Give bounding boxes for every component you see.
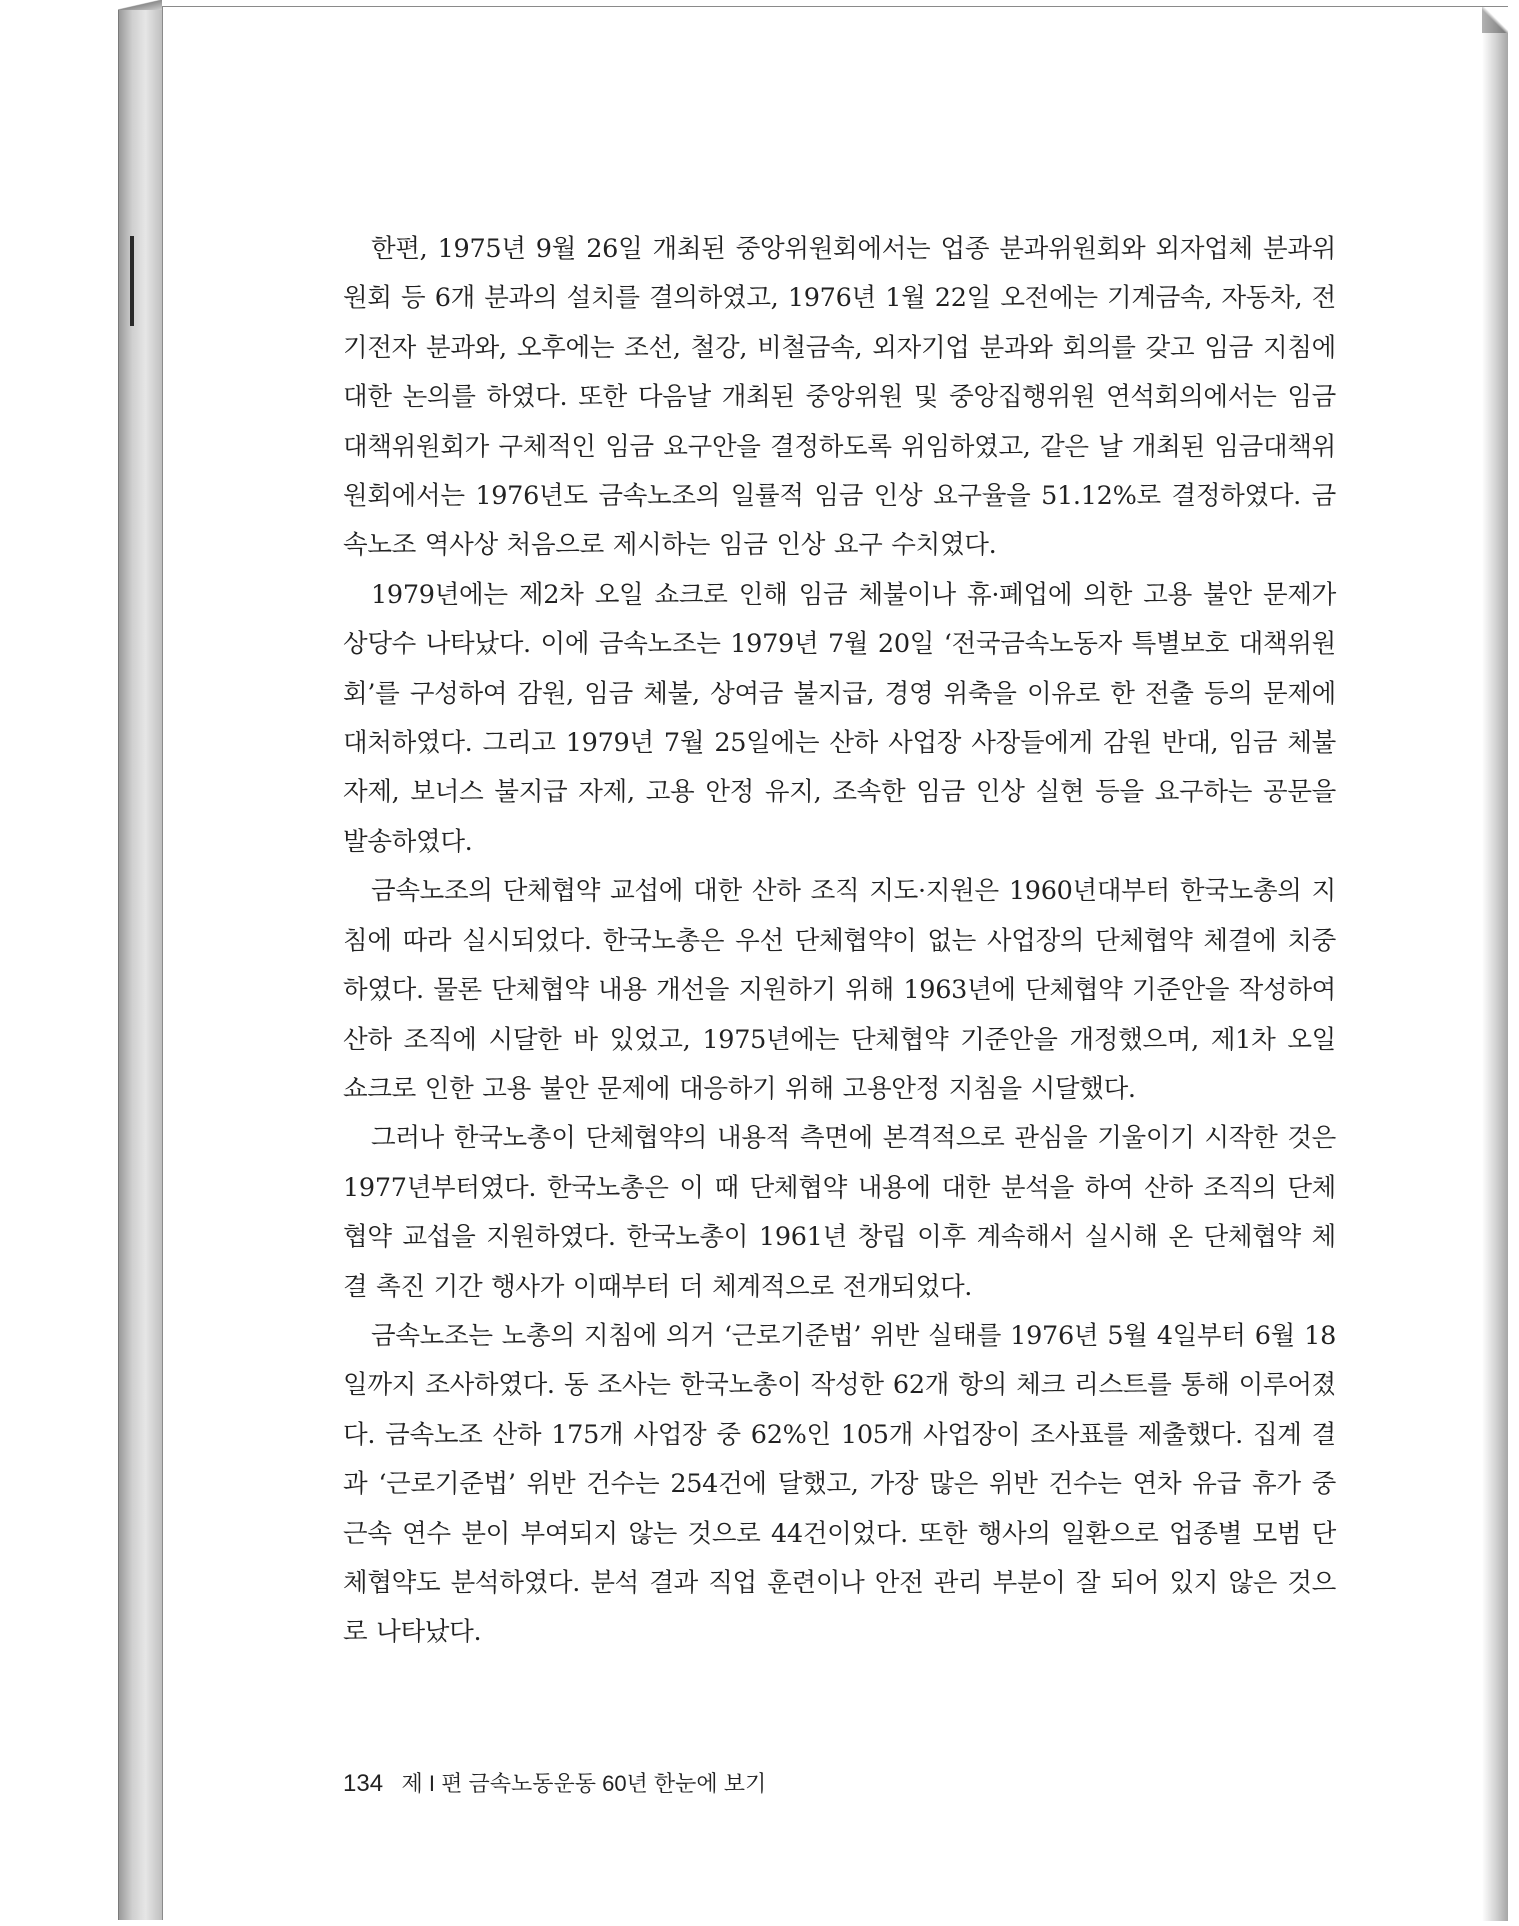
page-footer bbox=[343, 1767, 766, 1798]
book-spine-edge bbox=[118, 6, 163, 1920]
page-number: 134 bbox=[343, 1770, 384, 1797]
book-page bbox=[162, 6, 1508, 1920]
paragraph: 그러나 한국노총이 단체협약의 내용적 측면에 본격적으로 관심을 기울이기 시작한 것은 1977년부터였다. 한국노총은 이 때 단체협약 내용에 대한 분석을 하여 산하 조직의 단체협약 교섭을 지원하였다. 한국노총이 1961년 창립 이후 계속해서 실시해 온 단체협약 체결 촉진 기간 행사가 이때부터 더 체계적으로 전개되었다. bbox=[343, 1123, 1336, 1302]
paragraph: 금속노조는 노총의 지침에 의거 ‘근로기준법’ 위반 실태를 1976년 5월 4일부터 6월 18일까지 조사하였다. 동 조사는 한국노총이 작성한 62개 항의 체크 리스트를 통해 이루어졌다. 금속노조 산하 175개 사업장 중 62%인 105개 사업장이 조사표를 제출했다. 집계 결과 ‘근로기준법’ 위반 건수는 254건에 달했고, 가장 많은 위반 건수는 연차 유급 휴가 중 근속 연수 분이 부여되지 않는 것으로 44건이었다. 또한 행사의 일환으로 업종별 모범 단체협약도 분석하였다. 분석 결과 직업 훈련이나 안전 관리 부분이 잘 되어 있지 않은 것으로 나타났다. bbox=[343, 1320, 1336, 1648]
book-spine-top bbox=[118, 0, 162, 10]
page-fold-shadow bbox=[1482, 7, 1508, 1921]
paragraph: 1979년에는 제2차 오일 쇼크로 인해 임금 체불이나 휴·폐업에 의한 고용 불안 문제가 상당수 나타났다. 이에 금속노조는 1979년 7월 20일 ‘전국금속노동자 특별보호 대책위원회’를 구성하여 감원, 임금 체불, 상여금 불지급, 경영 위축을 이유로 한 전출 등의 문제에 대처하였다. 그리고 1979년 7월 25일에는 산하 사업장 사장들에게 감원 반대, 임금 체불 자제, 보너스 불지급 자제, 고용 안정 유지, 조속한 임금 인상 실현 등을 요구하는 공문을 발송하였다. bbox=[343, 579, 1336, 857]
paragraph: 한편, 1975년 9월 26일 개최된 중앙위원회에서는 업종 분과위원회와 외자업체 분과위원회 등 6개 분과의 설치를 결의하였고, 1976년 1월 22일 오전에는 기계금속, 자동차, 전기전자 분과와, 오후에는 조선, 철강, 비철금속, 외자기업 분과와 회의를 갖고 임금 지침에 대한 논의를 하였다. 또한 다음날 개최된 중앙위원 및 중앙집행위원 연석회의에서는 임금대책위원회가 구체적인 임금 요구안을 결정하도록 위임하였고, 같은 날 개최된 임금대책위원회에서는 1976년도 금속노조의 일률적 임금 인상 요구율을 51.12%로 결정하였다. 금속노조 역사상 처음으로 제시하는 임금 인상 요구 수치였다. bbox=[343, 234, 1336, 561]
body-text bbox=[343, 225, 1336, 1658]
spine-marker bbox=[130, 236, 134, 326]
section-title: 제 I 편 금속노동운동 60년 한눈에 보기 bbox=[401, 1771, 767, 1796]
paragraph: 금속노조의 단체협약 교섭에 대한 산하 조직 지도·지원은 1960년대부터 한국노총의 지침에 따라 실시되었다. 한국노총은 우선 단체협약이 없는 사업장의 단체협약 체결에 치중하였다. 물론 단체협약 내용 개선을 지원하기 위해 1963년에 단체협약 기준안을 작성하여 산하 조직에 시달한 바 있었고, 1975년에는 단체협약 기준안을 개정했으며, 제1차 오일 쇼크로 인한 고용 불안 문제에 대응하기 위해 고용안정 지침을 시달했다. bbox=[343, 876, 1336, 1104]
page-corner-shadow bbox=[1482, 7, 1508, 33]
